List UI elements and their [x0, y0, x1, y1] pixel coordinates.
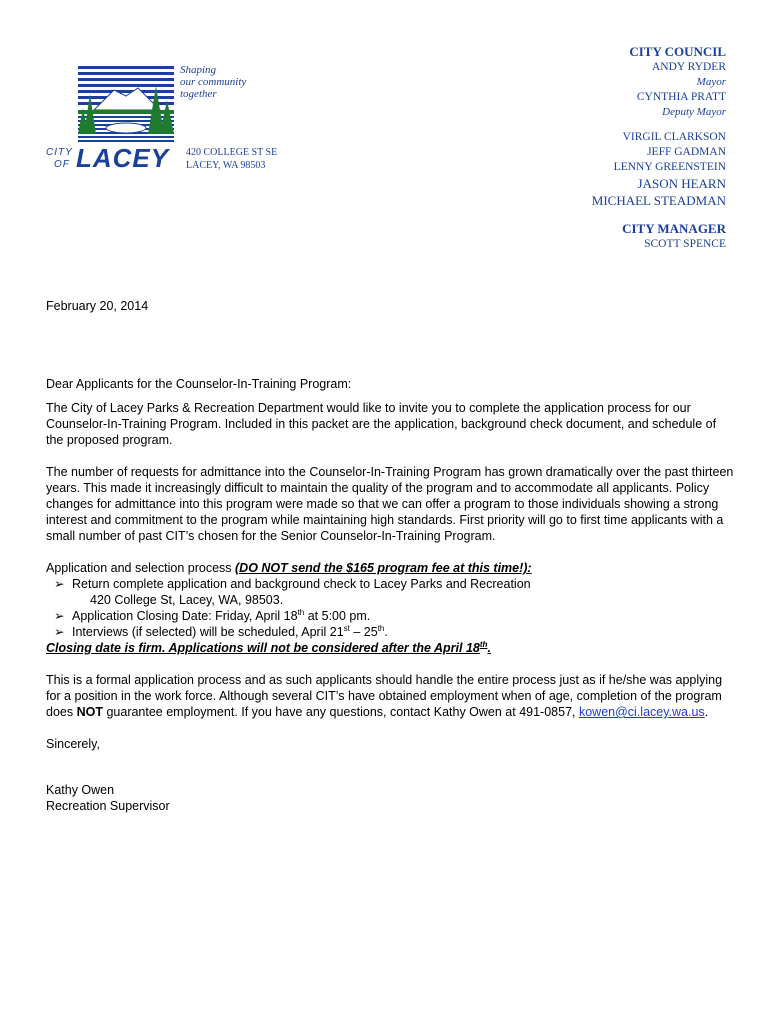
arrow-bullet-icon: ➢ [54, 609, 65, 623]
mayor-name: ANDY RYDER [651, 61, 726, 73]
email-link[interactable]: kowen@ci.lacey.wa.us [578, 705, 705, 719]
fee-warning: (DO NOT send the $165 program fee at this time!): [235, 561, 532, 575]
signer-title: Recreation Supervisor [46, 799, 170, 813]
logo-city-word: CITY [46, 147, 73, 158]
para-text: . [704, 705, 709, 719]
mayor-title: Mayor [696, 76, 726, 88]
sign-off: Sincerely, [46, 737, 100, 751]
deputy-mayor-name: CYNTHIA PRATT [636, 91, 726, 103]
address-line: 420 COLLEGE ST SE [186, 147, 278, 158]
city-manager-heading: CITY MANAGER [622, 221, 726, 236]
bullet-item [46, 576, 736, 592]
bullet-item [46, 608, 736, 624]
bullet-text: Return complete application and background check to Lacey Parks and Recreation [72, 577, 531, 591]
para-bold: NOT [76, 705, 103, 719]
tagline-line: Shaping [180, 64, 217, 76]
closing-note-text: . [487, 641, 491, 655]
lacey-landscape-logo-icon [76, 64, 176, 146]
logo-tagline [180, 64, 246, 100]
paragraph-invitation: The City of Lacey Parks & Recreation Department would like to invite you to complete the application process for our Counselor-In-Training Program. Included in this packet are the application, background check document, and schedule of the proposed program. [46, 401, 717, 447]
letter-date: February 20, 2014 [46, 299, 149, 313]
process-intro: Application and selection process [46, 561, 236, 575]
city-logo [46, 60, 286, 180]
bullet-sup: st [343, 623, 350, 633]
city-address [186, 146, 277, 172]
tagline-line: together [180, 88, 217, 100]
arrow-bullet-icon: ➢ [54, 625, 65, 639]
paragraph-history: The number of requests for admittance into the Counselor-In-Training Program has grown dramatically over the past thirteen years. This made it increasingly difficult to maintain the quality of the program and to accommodate all applicants. Policy changes for admittance into this program were made so that we can offer a program to those individuals showing a strong interest and commitment to the program while maintaining high standards. First priority will go to first time applicants with a small number of past CIT’s chosen for the Senior Counselor-In-Training Program. [46, 465, 734, 543]
bullet-text: Application Closing Date: Friday, April 18 [72, 609, 298, 623]
bullet-text: Interviews (if selected) will be scheduled, April 21 [72, 625, 344, 639]
logo-lacey-word: LACEY [76, 143, 170, 173]
council-member: JASON HEARN [637, 176, 726, 191]
council-heading: CITY COUNCIL [629, 44, 726, 59]
tagline-line: our community [180, 76, 247, 88]
bullet-continuation: 420 College St, Lacey, WA, 98503. [90, 593, 284, 607]
council-member: VIRGIL CLARKSON [622, 131, 726, 143]
para-text: guarantee employment. If you have any questions, contact Kathy Owen at 491-0857, [102, 705, 579, 719]
salutation: Dear Applicants for the Counselor-In-Training Program: [46, 377, 352, 391]
council-member: LENNY GREENSTEIN [613, 161, 726, 173]
closing-note-text: Closing date is firm. Applications will not be considered after the April 18 [46, 641, 480, 655]
address-line: LACEY, WA 98503 [186, 160, 266, 171]
bullet-text: at 5:00 pm. [304, 609, 371, 623]
council-block [592, 44, 726, 252]
closing-note-sup: th [479, 639, 488, 649]
paragraph-formal-process [46, 672, 736, 720]
bullet-item [46, 624, 736, 640]
bullet-sup: th [377, 623, 385, 633]
process-heading [46, 560, 736, 576]
closing-date-note [46, 640, 736, 656]
para-text: This is a formal application process and as such applicants should handle the entire process just as if he/she was applying for a position in the work force. Although several CIT’s have obtained employment when of age, completion of the program does [46, 673, 723, 719]
signer-name: Kathy Owen [46, 783, 115, 797]
arrow-bullet-icon: ➢ [54, 577, 65, 591]
council-member: MICHAEL STEADMAN [591, 193, 726, 208]
deputy-mayor-title: Deputy Mayor [662, 106, 726, 118]
bullet-text: – 25 [349, 625, 378, 639]
city-manager-name: SCOTT SPENCE [644, 238, 726, 250]
bullet-text: . [384, 625, 388, 639]
letter-body [46, 298, 736, 814]
logo-of-word: OF [54, 159, 70, 170]
bullet-sup: th [297, 607, 305, 617]
council-member: JEFF GADMAN [647, 146, 726, 158]
